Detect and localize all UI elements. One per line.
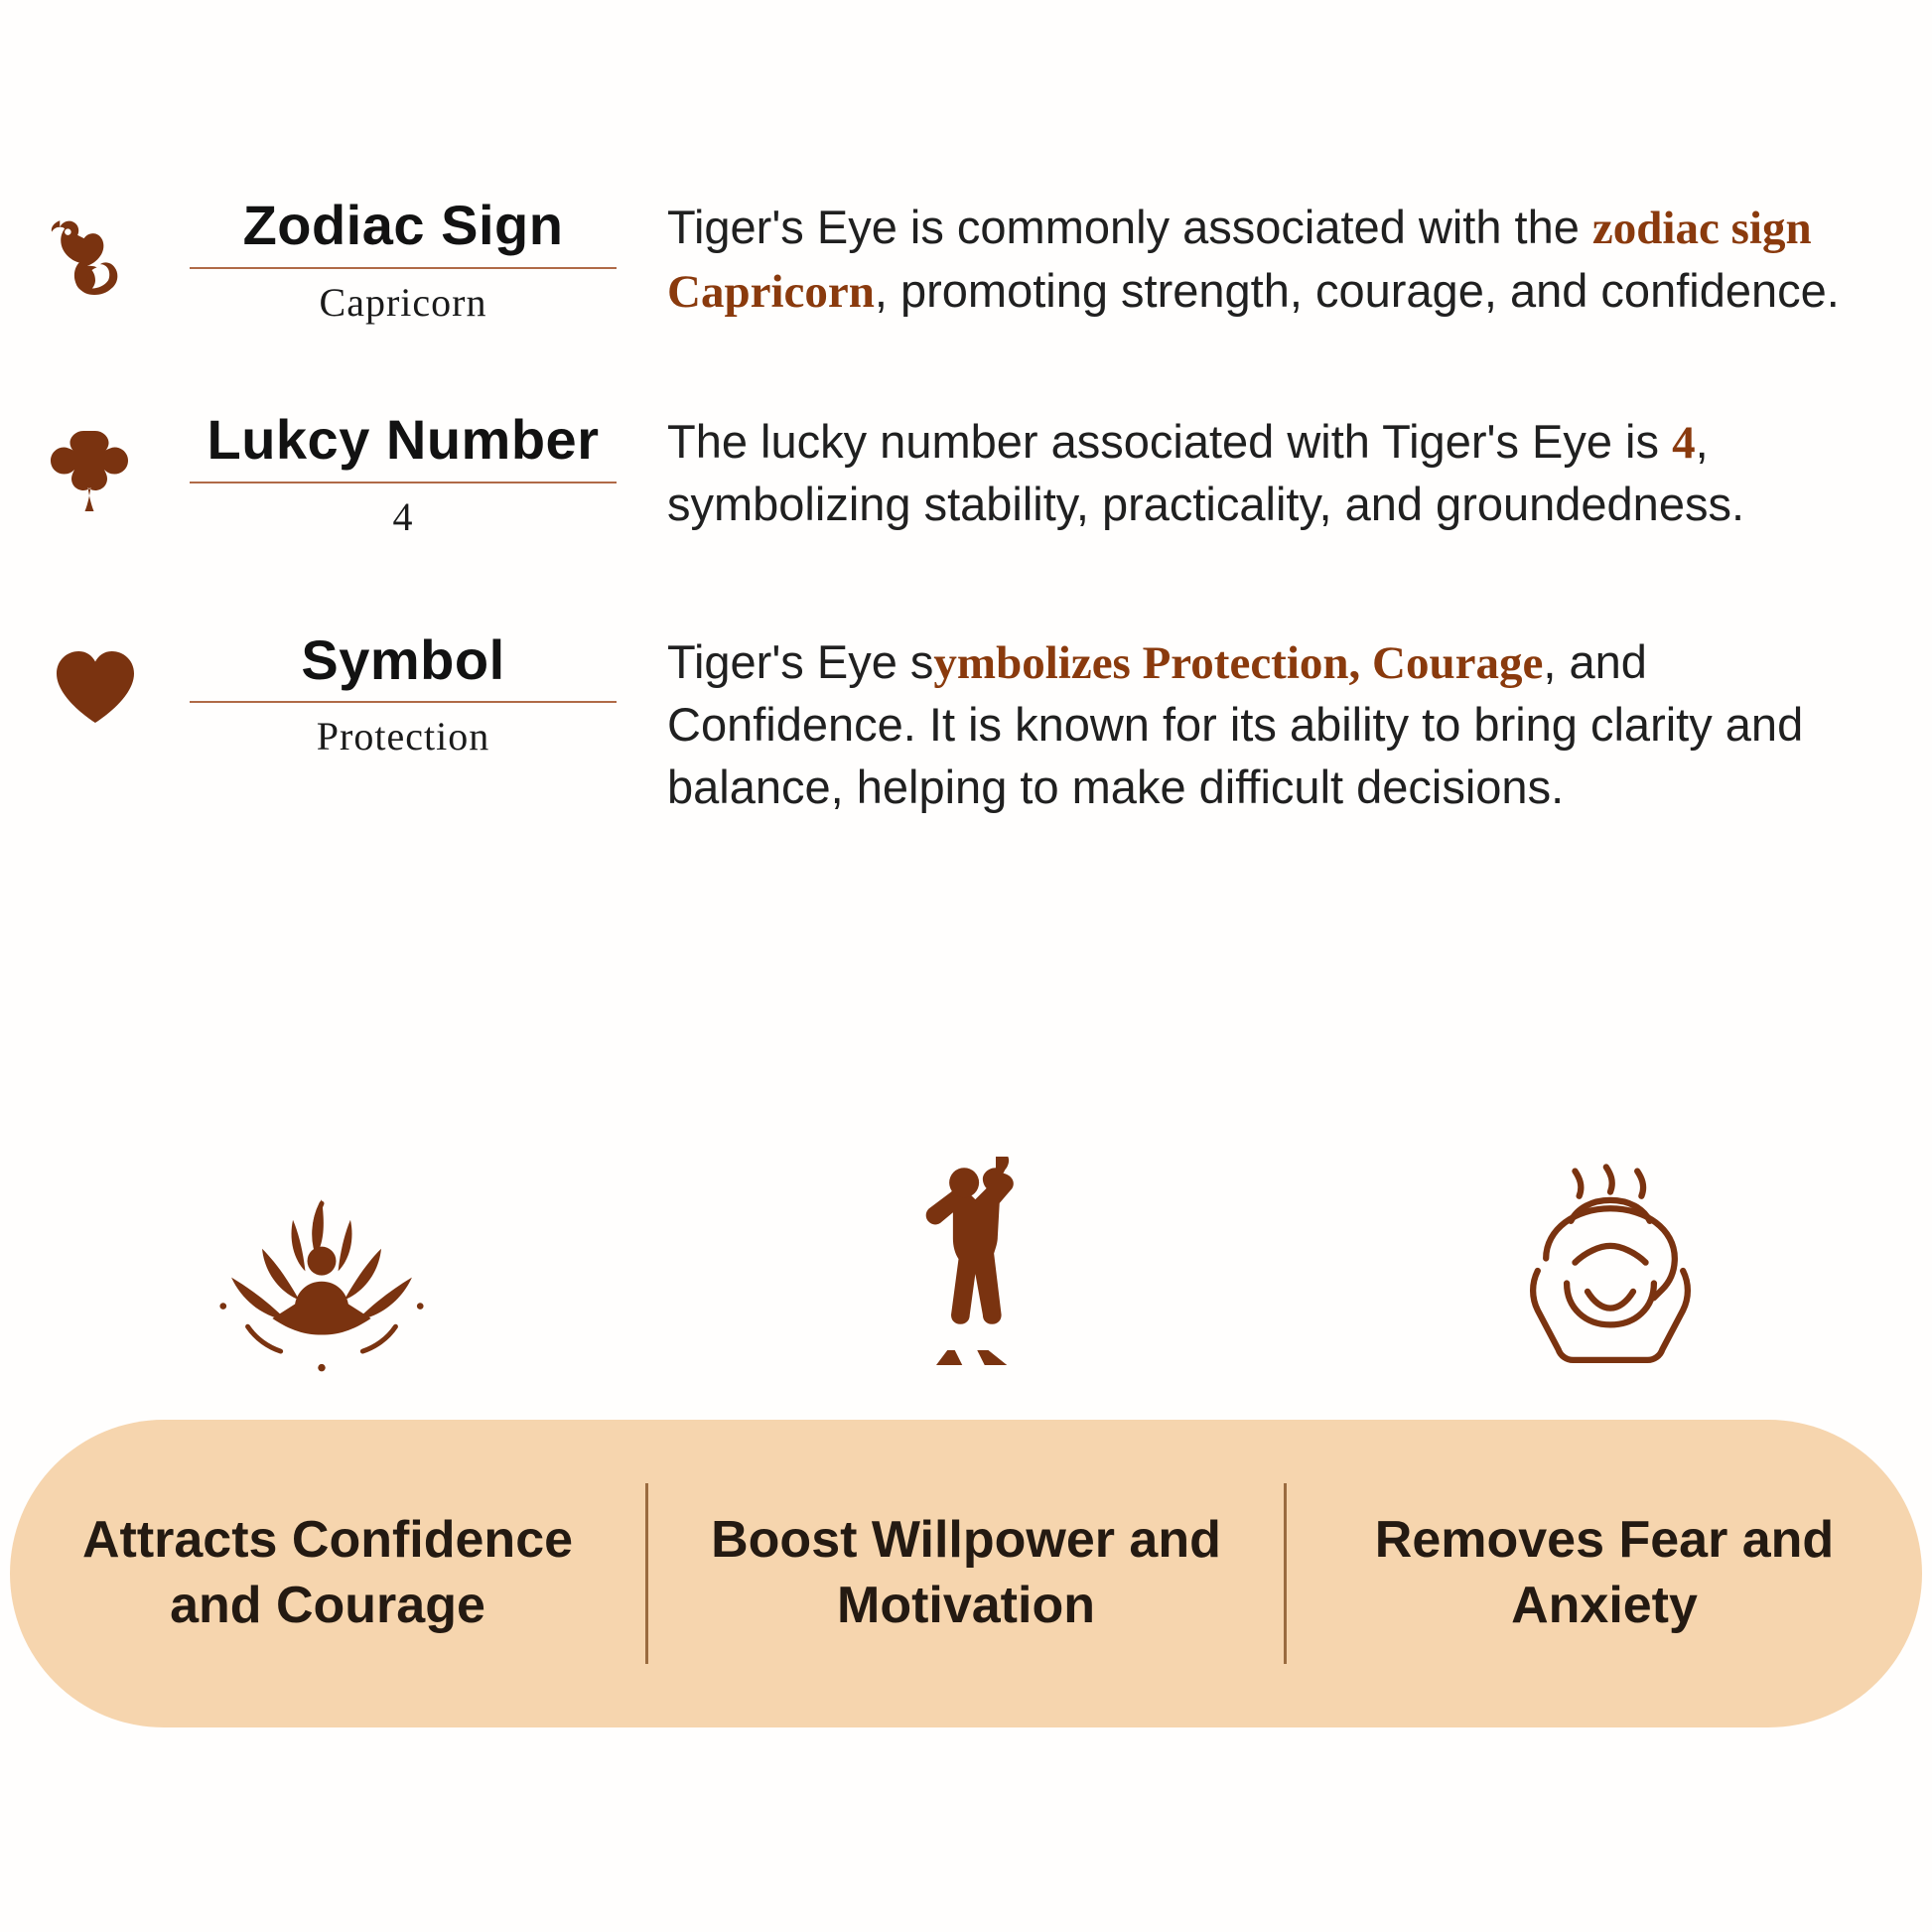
attribute-row-symbol: [0, 627, 1932, 819]
description-before: The lucky number associated with Tiger's Eye is: [667, 414, 1673, 468]
divider: [190, 482, 617, 483]
capricorn-zodiac-icon: [38, 197, 153, 308]
description-highlight: zodiac sign Capricorn: [667, 203, 1812, 318]
description-after: , symbolizing stability, practicality, and groundedness.: [667, 414, 1745, 531]
attribute-subtitle: Capricorn: [319, 279, 487, 325]
benefits-banner: [10, 1420, 1922, 1727]
attribute-title: Symbol: [301, 627, 505, 691]
attribute-row-zodiac-labels: [153, 194, 667, 326]
description-after: , promoting strength, courage, and confidence.: [874, 263, 1840, 317]
attribute-row-lucky-number-left: [0, 407, 667, 540]
clover-icon: [38, 411, 153, 514]
divider: [190, 701, 617, 703]
description-after: , and Confidence. It is known for its ability to bring clarity and balance, helping to make difficult decisions.: [667, 634, 1804, 813]
attribute-description-symbol: [667, 631, 1932, 819]
attribute-subtitle: 4: [392, 493, 414, 539]
description-before: Tiger's Eye is commonly associated with the: [667, 201, 1592, 253]
attribute-row-symbol-labels: [153, 627, 667, 760]
benefit-icon-cell-3: [1288, 1147, 1932, 1385]
benefit-icons-row: [0, 1147, 1932, 1385]
benefit-icon-cell-1: [0, 1147, 644, 1385]
attribute-rows: [0, 194, 1932, 818]
attribute-row-lucky-number: [0, 407, 1932, 540]
attribute-row-zodiac: [0, 194, 1932, 326]
attribute-row-zodiac-left: [0, 194, 667, 326]
attribute-description-lucky-number: [667, 411, 1932, 536]
description-before: Tiger's Eye s: [667, 634, 934, 688]
description-highlight: ymbolizes Protection, Courage: [933, 636, 1544, 689]
raised-fist-person-icon: [892, 1157, 1040, 1385]
attribute-title: Zodiac Sign: [242, 194, 564, 256]
attribute-subtitle: Protection: [316, 714, 490, 759]
description-highlight: 4: [1672, 416, 1696, 469]
lotus-meditation-icon: [198, 1167, 446, 1385]
benefit-label-2: Boost Willpower and Motivation: [711, 1511, 1221, 1634]
divider: [190, 267, 617, 269]
heart-icon: [38, 631, 153, 735]
attribute-row-lucky-number-labels: [153, 407, 667, 540]
benefit-label-3: Removes Fear and Anxiety: [1374, 1511, 1835, 1634]
attribute-description-zodiac: [667, 197, 1932, 323]
attribute-row-symbol-left: [0, 627, 667, 760]
stressed-head-relief-icon: [1496, 1162, 1725, 1385]
benefit-icon-cell-2: [644, 1147, 1289, 1385]
benefit-label-1: Attracts Confidence and Courage: [81, 1511, 574, 1634]
attribute-title: Lukcy Number: [207, 407, 600, 471]
